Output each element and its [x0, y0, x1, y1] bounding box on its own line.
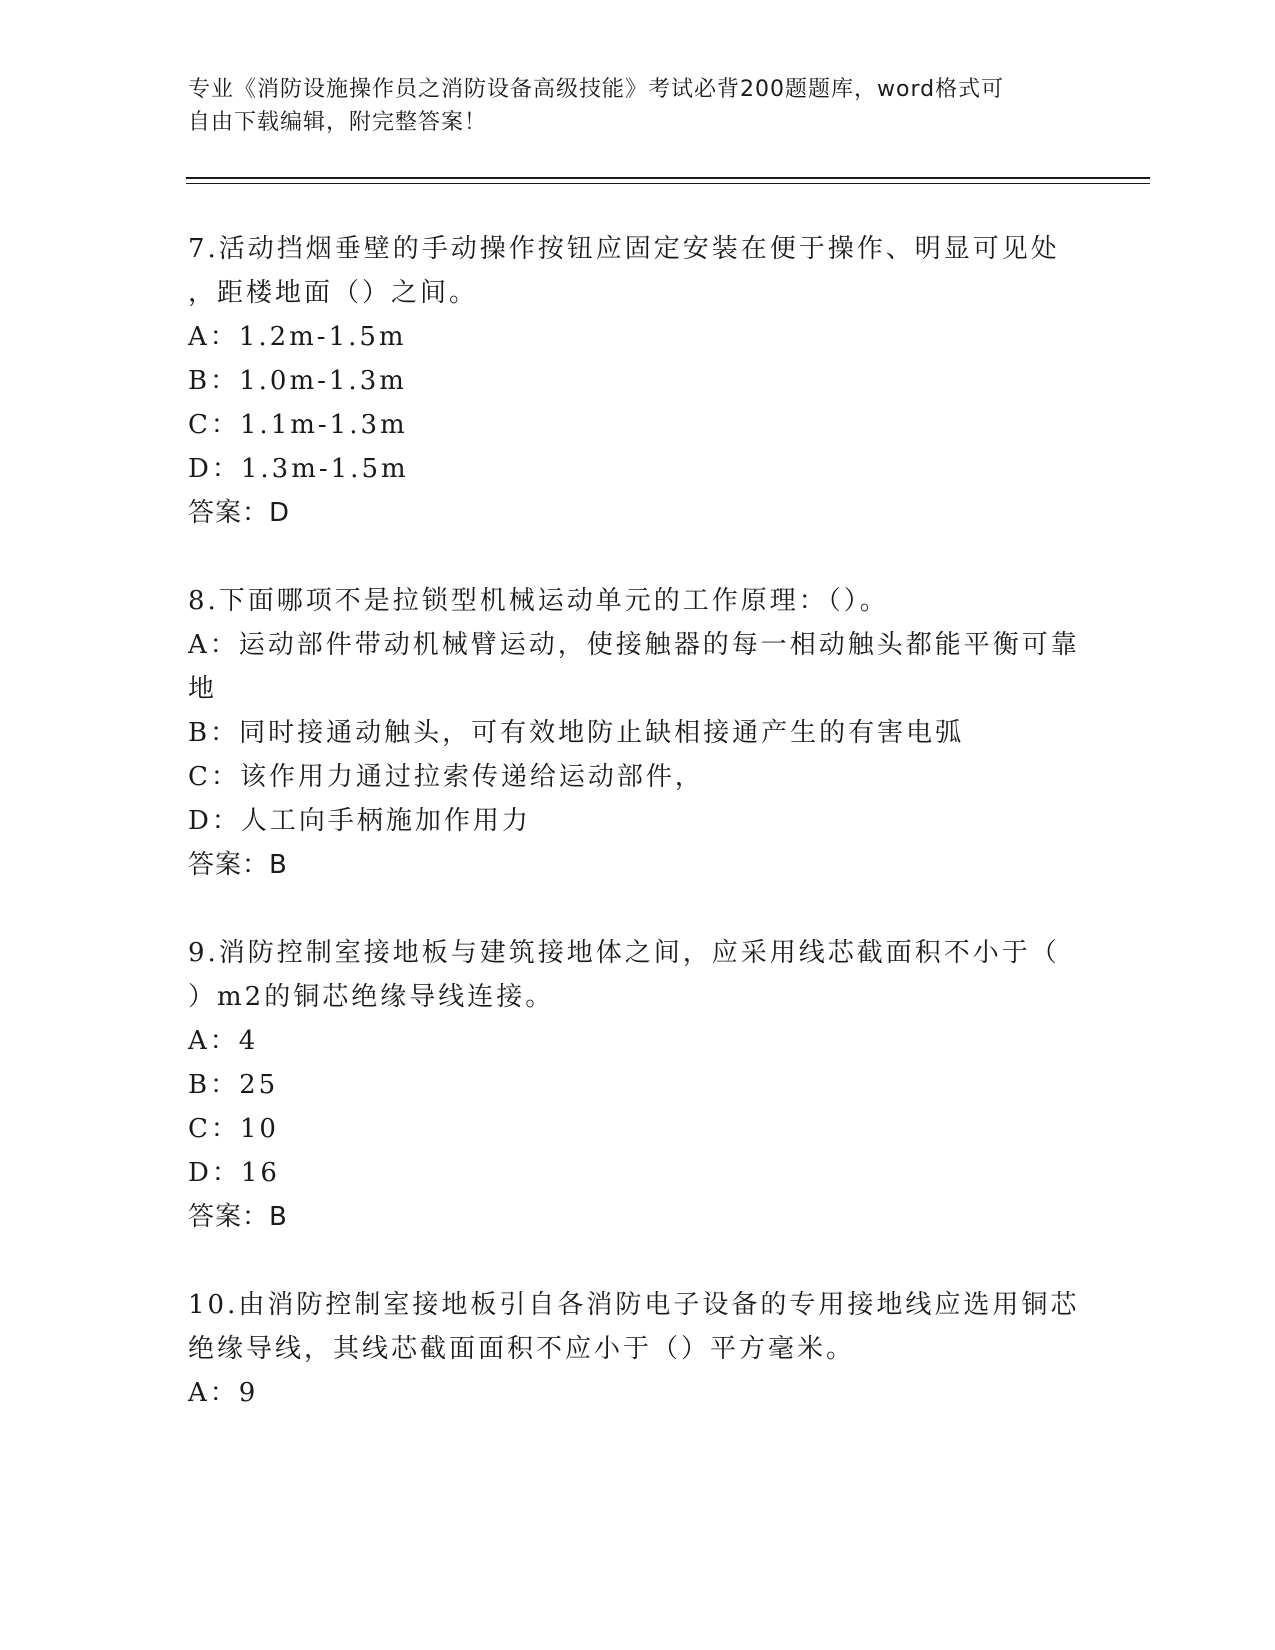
question-9-option-c: C：10: [188, 1114, 279, 1144]
question-8-option-a-line-1: A：运动部件带动机械臂运动，使接触器的每一相动触头都能平衡可靠: [188, 630, 1080, 660]
question-9-option-a: A：4: [188, 1026, 259, 1056]
question-7-answer: 答案：D: [188, 498, 291, 528]
question-7-option-a: A：1.2m-1.5m: [188, 322, 407, 352]
document-header: [188, 73, 1068, 139]
question-8-option-d: D：人工向手柄施加作用力: [188, 806, 531, 836]
header-line-1: 专业《消防设施操作员之消防设备高级技能》考试必背200题题库，word格式可: [188, 77, 1005, 102]
question-9-option-b: B：25: [188, 1070, 279, 1100]
question-8-option-b: B：同时接通动触头，可有效地防止缺相接通产生的有害电弧: [188, 718, 965, 748]
question-8-option-a-line-2: 地: [188, 674, 218, 704]
question-7-stem-line-2: ，距楼地面（）之间。: [188, 278, 479, 308]
question-9-option-d: D：16: [188, 1158, 280, 1188]
question-7-option-d: D：1.3m-1.5m: [188, 454, 409, 484]
question-10-stem-line-1: 10.由消防控制室接地板引自各消防电子设备的专用接地线应选用铜芯: [188, 1290, 1080, 1320]
header-divider: [186, 177, 1150, 179]
question-10-option-a: A：9: [188, 1378, 259, 1408]
question-9-answer: 答案：B: [188, 1202, 288, 1232]
question-10-stem-line-2: 绝缘导线，其线芯截面面积不应小于（）平方毫米。: [188, 1334, 856, 1364]
question-9-stem-line-2: ）m2的铜芯绝缘导线连接。: [188, 982, 555, 1012]
question-7-option-c: C：1.1m-1.3m: [188, 410, 408, 440]
question-7-option-b: B：1.0m-1.3m: [188, 366, 407, 396]
question-8-stem-line-1: 8.下面哪项不是拉锁型机械运动单元的工作原理：（）。: [188, 586, 889, 616]
question-7-stem-line-1: 7.活动挡烟垂壁的手动操作按钮应固定安装在便于操作、明显可见处: [188, 234, 1060, 264]
header-divider-thin: [186, 183, 1150, 184]
question-8-answer: 答案：B: [188, 850, 288, 880]
question-9-stem-line-1: 9.消防控制室接地板与建筑接地体之间，应采用线芯截面积不小于（: [188, 938, 1060, 968]
question-8-option-c: C：该作用力通过拉索传递给运动部件，: [188, 762, 704, 792]
header-line-2: 自由下载编辑，附完整答案！: [188, 110, 488, 135]
